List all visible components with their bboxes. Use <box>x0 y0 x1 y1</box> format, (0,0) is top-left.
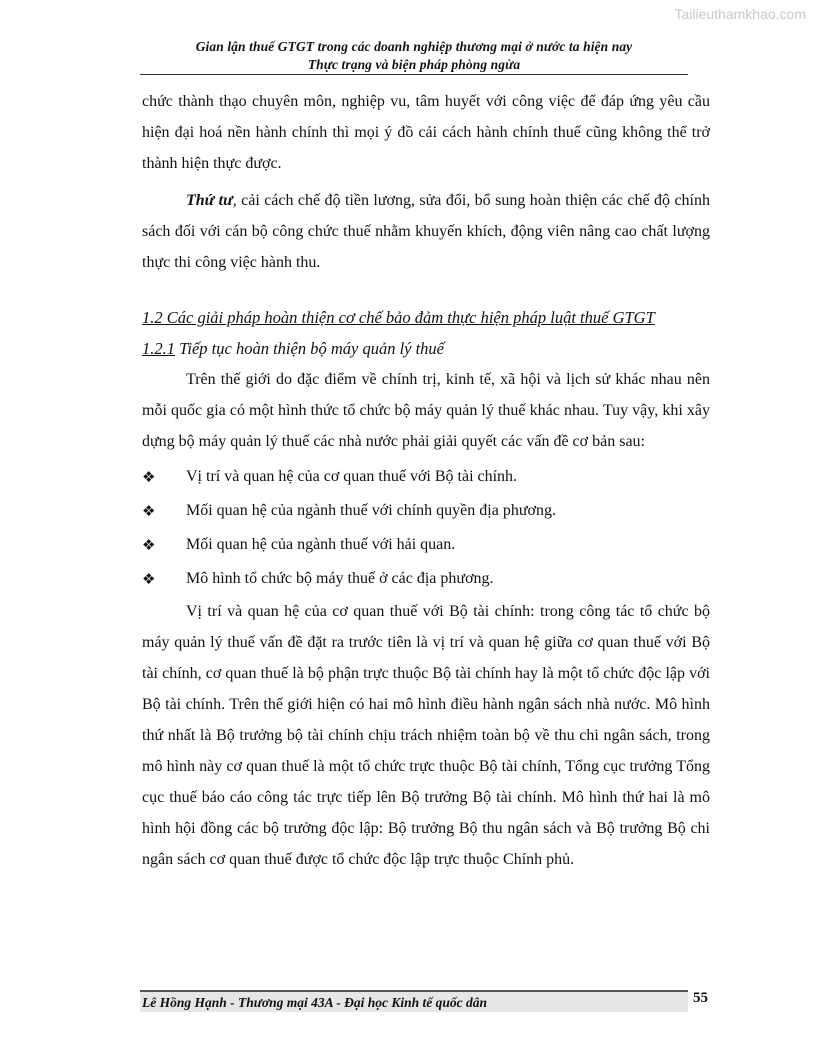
list-item-text: Vị trí và quan hệ của cơ quan thuế với Bộ tài chính. <box>186 468 518 485</box>
list-item-text: Mối quan hệ của ngành thuế với chính quyền địa phương. <box>186 502 556 519</box>
subsection-number: 1.2.1 <box>142 339 175 358</box>
page-number: 55 <box>693 990 708 1006</box>
list-item <box>142 562 710 596</box>
paragraph-body: , cải cách chế độ tiền lương, sửa đổi, bổ sung hoàn thiện các chế độ chính sách đối với cán bộ công chức thuế nhằm khuyến khích, động viên nâng cao chất lượng thực thi công việc hành thu. <box>142 192 711 271</box>
subsection-heading <box>142 333 710 364</box>
paragraph-intro: Trên thế giới do đặc điểm về chính trị, kinh tế, xã hội và lịch sử khác nhau nên mỗi quốc gia có một hình thức tổ chức bộ máy quản lý thuế khác nhau. Tuy vậy, khi xây dựng bộ máy quản lý thuế các nhà nước phải giải quyết các vấn đề cơ bản sau: <box>142 371 710 450</box>
subsection-title: Tiếp tục hoàn thiện bộ máy quản lý thuế <box>175 339 445 358</box>
paragraph-continuation: chức thành thạo chuyên môn, nghiệp vu, tâm huyết với công việc để đáp ứng yêu cầu hiện đại hoá nền hành chính thì mọi ý đồ cải cách hành chính thuế cũng không thể trở thành hiện thực được. <box>142 93 710 172</box>
page-content <box>142 86 710 875</box>
header-title-line1: Gian lận thuế GTGT trong các doanh nghiệp thương mại ở nước ta hiện nay <box>195 39 633 54</box>
bullet-diamond-icon: ❖ <box>142 570 156 588</box>
page-footer <box>140 990 688 1012</box>
watermark: Tailieuthamkhao.com <box>674 6 806 22</box>
list-item <box>142 460 710 494</box>
paragraph-thu-tu <box>142 185 710 278</box>
list-item-text: Mối quan hệ của ngành thuế với hải quan. <box>186 536 456 553</box>
bullet-diamond-icon: ❖ <box>142 536 156 554</box>
list-item-text: Mô hình tổ chức bộ máy thuế ở các địa phương. <box>186 570 494 587</box>
header-title-line2: Thực trạng và biện pháp phòng ngừa <box>307 57 521 72</box>
footer-author: Lê Hồng Hạnh - Thương mại 43A - Đại học Kinh tế quốc dân <box>142 995 488 1010</box>
bullet-list <box>142 460 710 596</box>
list-item <box>142 528 710 562</box>
paragraph-main: Vị trí và quan hệ của cơ quan thuế với Bộ tài chính: trong công tác tổ chức bộ máy quản lý thuế vấn đề đặt ra trước tiên là vị trí và quan hệ giữa cơ quan thuế với Bộ tài chính, cơ quan thuế là bộ phận trực thuộc Bộ tài chính hay là một tổ chức độc lập với Bộ tài chính. Trên thế giới hiện có hai mô hình điều hành ngân sách nhà nước. Mô hình thứ nhất là Bộ trưởng bộ tài chính chịu trách nhiệm toàn bộ về thu chi ngân sách, trong mô hình này cơ quan thuế là một tổ chức trực thuộc Bộ tài chính, Tổng cục trưởng Tổng cục thuế báo cáo công tác trực tiếp lên Bộ trưởng Bộ tài chính. Mô hình thứ hai là mô hình hội đồng các bộ trưởng độc lập: Bộ trưởng Bộ thu ngân sách và Bộ trưởng Bộ chi ngân sách cơ quan thuế được tổ chức độc lập trực thuộc Chính phủ. <box>142 603 710 868</box>
bullet-diamond-icon: ❖ <box>142 468 156 486</box>
bullet-diamond-icon: ❖ <box>142 502 156 520</box>
section-heading: 1.2 Các giải pháp hoàn thiện cơ chế bảo đảm thực hiện pháp luật thuế GTGT <box>142 308 655 327</box>
list-item <box>142 494 710 528</box>
page-header <box>140 38 688 75</box>
paragraph-lead: Thứ tư <box>186 192 233 209</box>
